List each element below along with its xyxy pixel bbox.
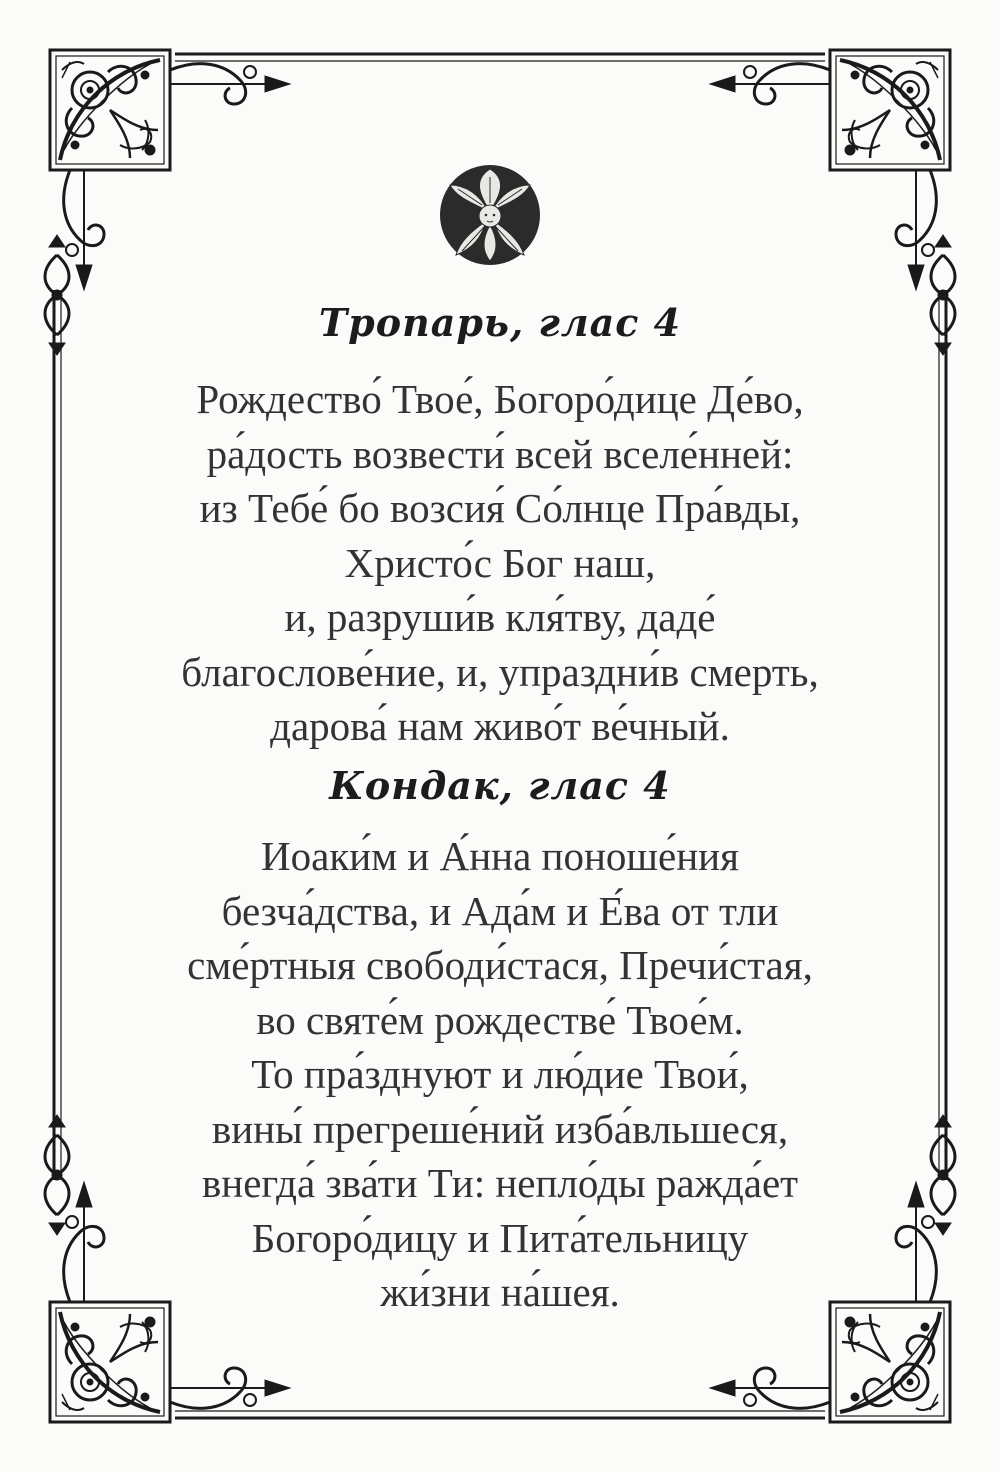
kontakion-line: жи́зни на́шея. [380, 1269, 620, 1315]
troparion-line: ра́дость возвести́ всей вселе́нней: [206, 430, 794, 477]
kontakion-line: Иоаки́м и А́нна поноше́ния [261, 833, 739, 879]
kontakion-line: сме́ртныя свободи́стася, Пречи́стая, [187, 942, 813, 988]
troparion-line: благослове́ние, и, упраздни́в смерть, [181, 648, 819, 695]
troparion-text [120, 372, 880, 754]
troparion-line: Рождество́ Твое́, Богоро́дице Де́во, [196, 376, 804, 422]
troparion-line: и, разруши́в кля́тву, даде́ [284, 594, 716, 640]
troparion-line: из Тебе́ бо возсия́ Со́лнце Пра́вды, [199, 485, 801, 531]
troparion-line: Христо́с Бог наш, [344, 539, 656, 586]
seraph-emblem [438, 163, 542, 267]
troparion-line: дарова́ нам живо́т ве́чный. [270, 703, 730, 749]
kontakion-line: безча́дства, и Ада́м и Е́ва от тли [221, 887, 779, 934]
kontakion-line: То пра́зднуют и лю́дие Твои́, [251, 1051, 749, 1097]
kontakion-line: Богоро́дицу и Пита́тельницу [251, 1214, 749, 1261]
kontakion-line: внегда́ зва́ти Ти: непло́ды ражда́ет [201, 1160, 799, 1206]
kontakion-text [120, 829, 880, 1320]
troparion-heading: Тропарь, глас 4 [318, 300, 682, 345]
kontakion-heading: Кондак, глас 4 [329, 763, 671, 808]
kontakion-line: во святе́м рождестве́ Твое́м. [256, 996, 744, 1043]
kontakion-line: вины́ прегреше́ний изба́вльшеся, [211, 1105, 789, 1152]
